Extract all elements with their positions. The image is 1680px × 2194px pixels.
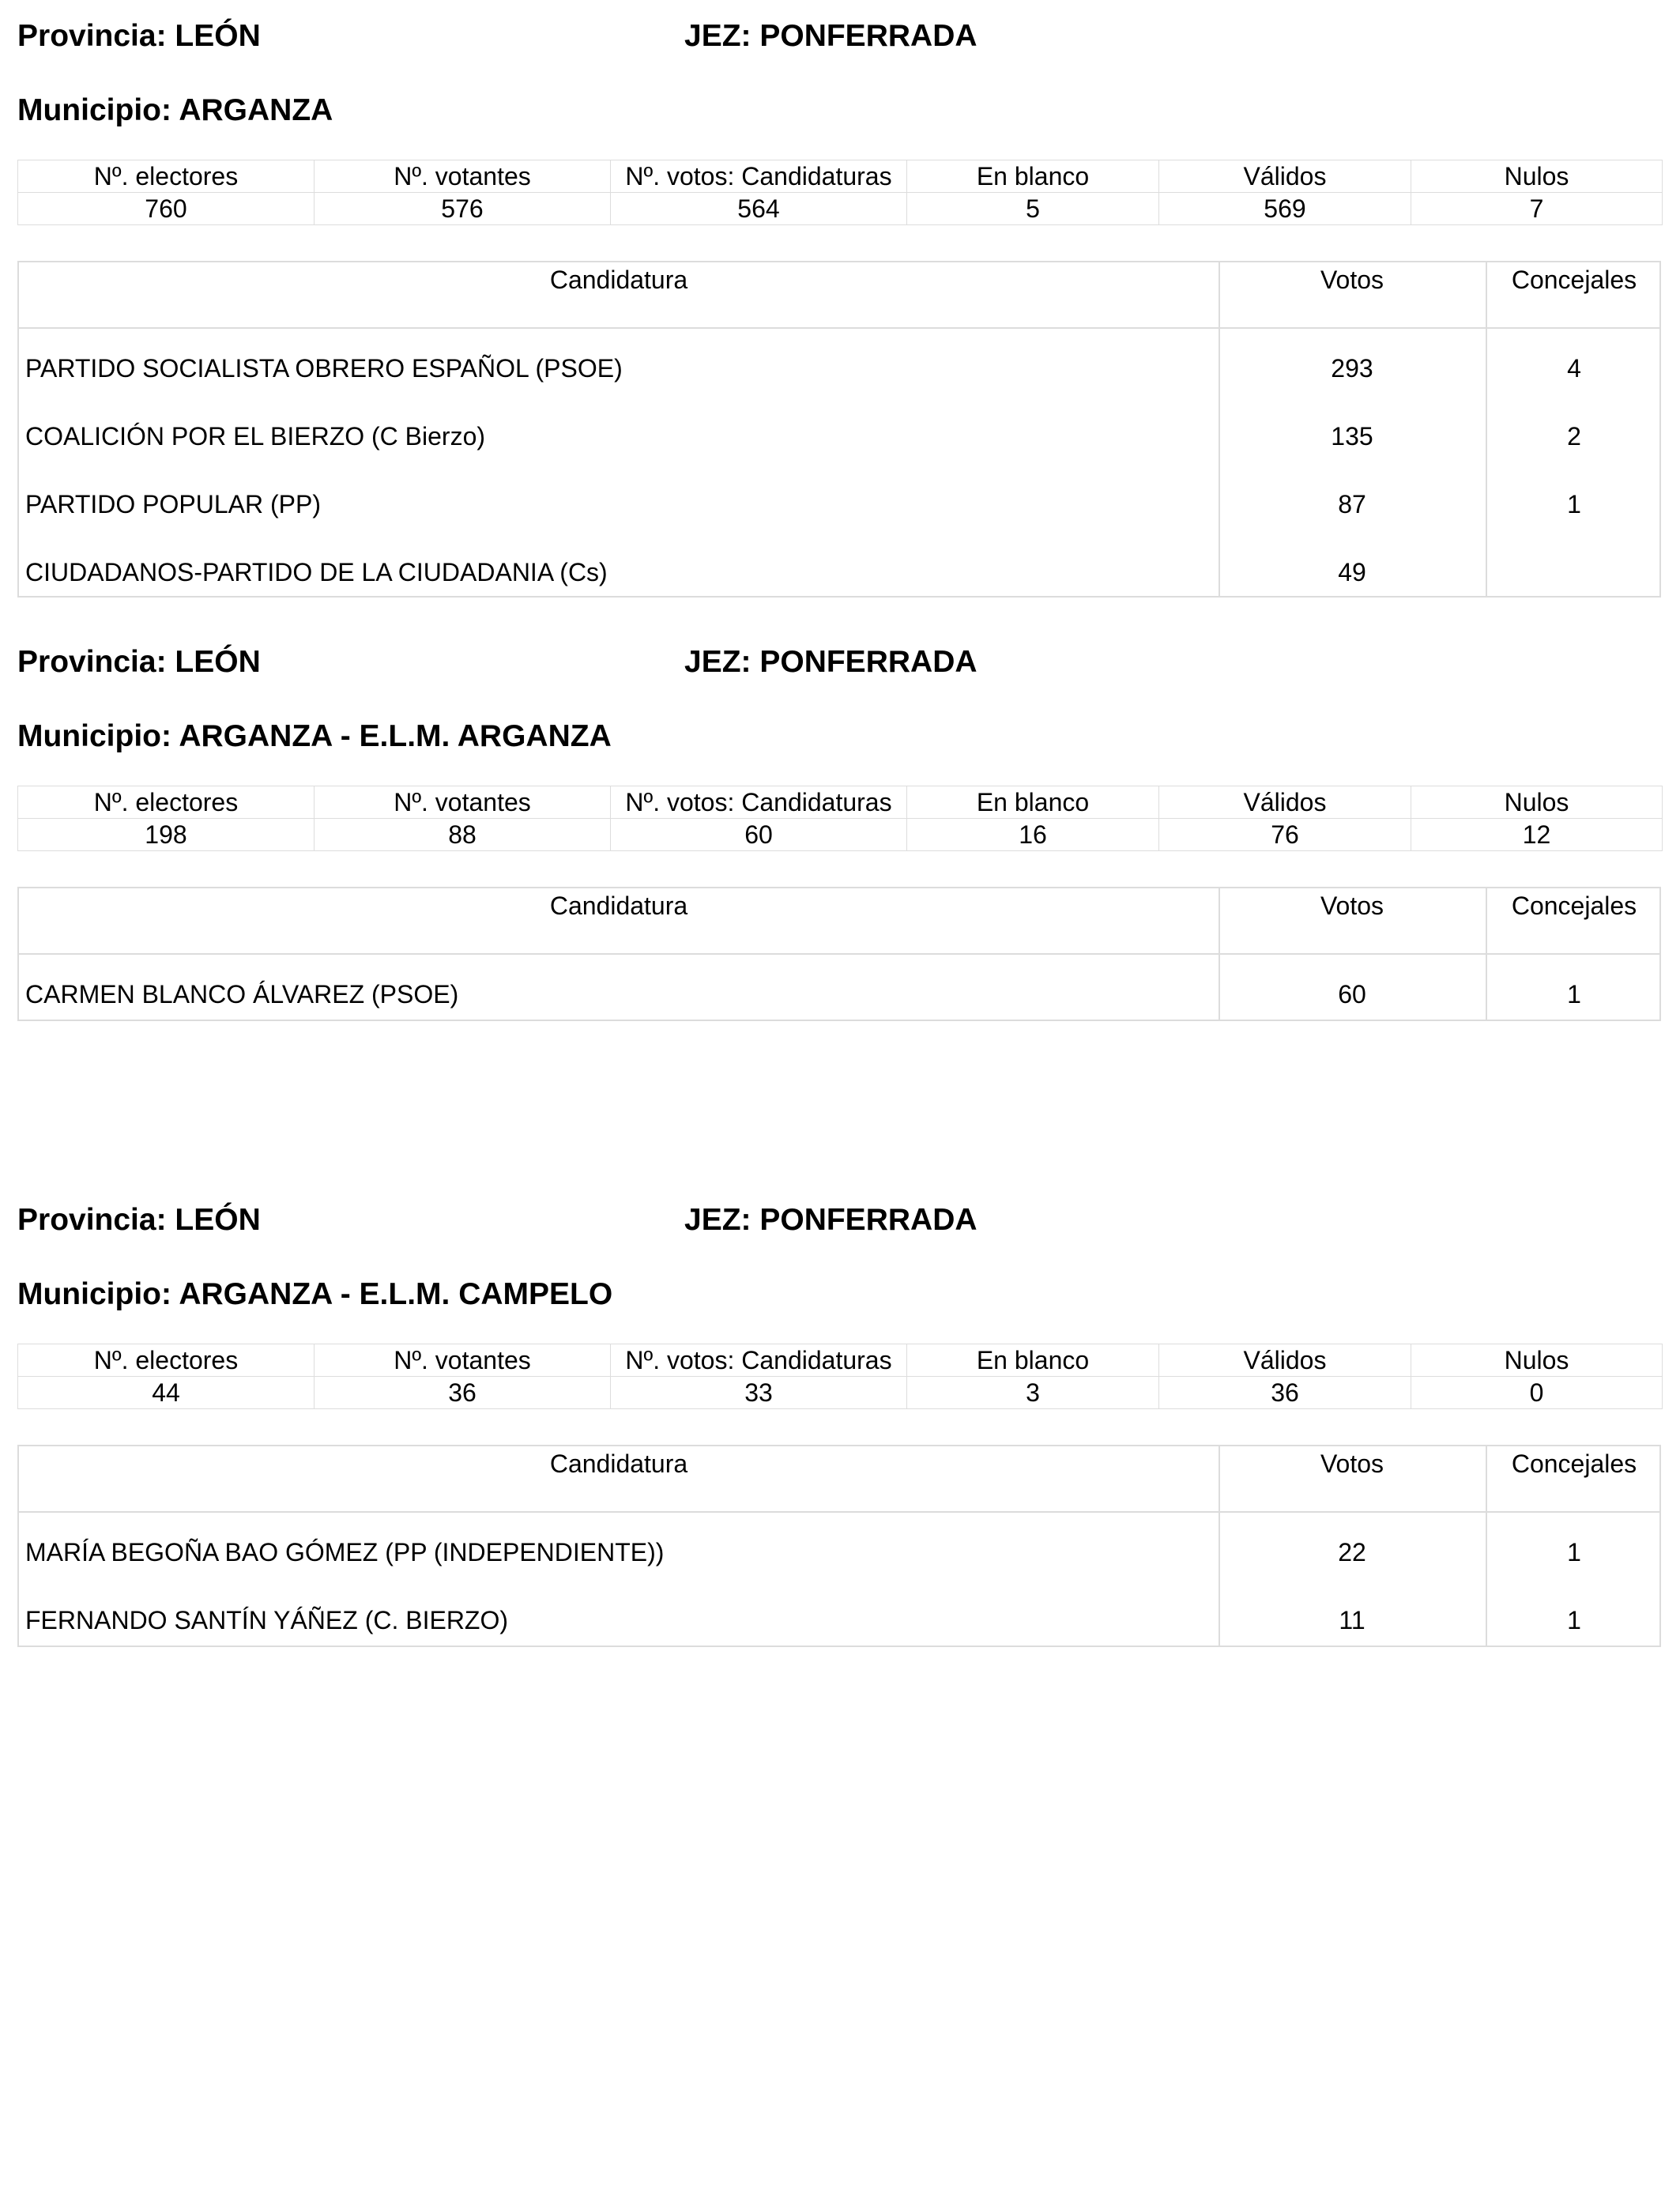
- candidatura-row: [19, 465, 1659, 533]
- stats-header-votantes: Nº. votantes: [315, 786, 611, 819]
- stats-header-validos: Válidos: [1159, 160, 1411, 193]
- municipio-label: Municipio: ARGANZA - E.L.M. ARGANZA: [17, 719, 612, 753]
- header-concejales: Concejales: [1511, 1449, 1637, 1478]
- municipio-label: Municipio: ARGANZA: [17, 93, 333, 127]
- candidaturas-header-row: [19, 262, 1659, 329]
- stats-header-row: [18, 160, 1663, 193]
- stats-value-validos: 569: [1159, 193, 1411, 225]
- stats-table: [17, 786, 1663, 851]
- candidatura-votos: 11: [1339, 1606, 1365, 1634]
- candidatura-concejales: 4: [1567, 354, 1581, 383]
- candidatura-row: [19, 955, 1659, 1023]
- candidatura-name: CIUDADANOS-PARTIDO DE LA CIUDADANIA (Cs): [25, 558, 608, 586]
- stats-value-votos-candidaturas: 33: [611, 1377, 907, 1409]
- stats-header-electores: Nº. electores: [18, 1344, 315, 1377]
- candidatura-concejales: 1: [1567, 980, 1581, 1008]
- candidatura-row: [19, 533, 1659, 601]
- candidaturas-table: [17, 261, 1661, 598]
- stats-value-electores: 198: [18, 819, 315, 851]
- stats-header-electores: Nº. electores: [18, 786, 315, 819]
- stats-header-votos-candidaturas: Nº. votos: Candidaturas: [611, 1344, 907, 1377]
- municipio-section-elm-campelo: [17, 1204, 1663, 1655]
- stats-header-votantes: Nº. votantes: [315, 1344, 611, 1377]
- stats-value-nulos: 7: [1411, 193, 1663, 225]
- candidatura-name: COALICIÓN POR EL BIERZO (C Bierzo): [25, 422, 486, 450]
- stats-value-votantes: 88: [315, 819, 611, 851]
- candidatura-concejales: 1: [1567, 1606, 1581, 1634]
- stats-table: [17, 1344, 1663, 1409]
- candidatura-row: [19, 329, 1659, 397]
- stats-value-votos-candidaturas: 564: [611, 193, 907, 225]
- candidatura-votos: 60: [1338, 980, 1366, 1008]
- header-concejales: Concejales: [1511, 892, 1637, 920]
- stats-header-row: [18, 1344, 1663, 1377]
- candidatura-votos: 49: [1338, 558, 1366, 586]
- candidatura-name: MARÍA BEGOÑA BAO GÓMEZ (PP (INDEPENDIENTE)): [25, 1538, 665, 1566]
- header-votos: Votos: [1320, 892, 1384, 920]
- stats-value-votantes: 576: [315, 193, 611, 225]
- candidatura-concejales: 1: [1567, 490, 1581, 518]
- stats-value-votantes: 36: [315, 1377, 611, 1409]
- jez-label: JEZ: PONFERRADA: [684, 1203, 977, 1237]
- stats-header-validos: Válidos: [1159, 786, 1411, 819]
- municipio-label: Municipio: ARGANZA - E.L.M. CAMPELO: [17, 1277, 613, 1311]
- candidatura-votos: 87: [1338, 490, 1366, 518]
- header-candidatura: Candidatura: [549, 892, 688, 920]
- candidatura-concejales: 1: [1567, 1538, 1581, 1566]
- stats-header-votos-candidaturas: Nº. votos: Candidaturas: [611, 786, 907, 819]
- provincia-label: Provincia: LEÓN: [17, 1203, 261, 1237]
- stats-value-row: [18, 819, 1663, 851]
- candidatura-concejales: 2: [1567, 422, 1581, 450]
- header-concejales: Concejales: [1511, 266, 1637, 294]
- candidatura-votos: 293: [1331, 354, 1373, 383]
- stats-value-nulos: 0: [1411, 1377, 1663, 1409]
- provincia-label: Provincia: LEÓN: [17, 645, 261, 679]
- provincia-label: Provincia: LEÓN: [17, 19, 261, 53]
- candidatura-name: CARMEN BLANCO ÁLVAREZ (PSOE): [25, 980, 459, 1008]
- stats-header-validos: Válidos: [1159, 1344, 1411, 1377]
- stats-table: [17, 160, 1663, 225]
- candidatura-row: [19, 397, 1659, 465]
- stats-header-electores: Nº. electores: [18, 160, 315, 193]
- candidatura-votos: 135: [1331, 422, 1373, 450]
- header-candidatura: Candidatura: [549, 1449, 688, 1478]
- candidatura-votos: 22: [1338, 1538, 1366, 1566]
- stats-header-nulos: Nulos: [1411, 160, 1663, 193]
- stats-header-votantes: Nº. votantes: [315, 160, 611, 193]
- candidatura-name: PARTIDO SOCIALISTA OBRERO ESPAÑOL (PSOE): [25, 354, 623, 383]
- stats-value-en-blanco: 3: [907, 1377, 1159, 1409]
- candidatura-row: [19, 1581, 1659, 1649]
- candidatura-name: PARTIDO POPULAR (PP): [25, 490, 321, 518]
- stats-value-electores: 760: [18, 193, 315, 225]
- stats-header-votos-candidaturas: Nº. votos: Candidaturas: [611, 160, 907, 193]
- jez-label: JEZ: PONFERRADA: [684, 645, 977, 679]
- stats-header-nulos: Nulos: [1411, 786, 1663, 819]
- stats-value-validos: 36: [1159, 1377, 1411, 1409]
- candidatura-row: [19, 1513, 1659, 1581]
- stats-header-en-blanco: En blanco: [907, 160, 1159, 193]
- stats-header-nulos: Nulos: [1411, 1344, 1663, 1377]
- candidaturas-table: [17, 887, 1661, 1021]
- jez-label: JEZ: PONFERRADA: [684, 19, 977, 53]
- stats-value-row: [18, 1377, 1663, 1409]
- header-votos: Votos: [1320, 1449, 1384, 1478]
- candidaturas-table: [17, 1445, 1661, 1647]
- header-votos: Votos: [1320, 266, 1384, 294]
- municipio-section-elm-arganza: [17, 647, 1663, 1026]
- stats-value-en-blanco: 5: [907, 193, 1159, 225]
- stats-header-row: [18, 786, 1663, 819]
- stats-value-en-blanco: 16: [907, 819, 1159, 851]
- municipio-section-arganza: [17, 21, 1663, 605]
- stats-header-en-blanco: En blanco: [907, 786, 1159, 819]
- candidatura-name: FERNANDO SANTÍN YÁÑEZ (C. BIERZO): [25, 1606, 509, 1634]
- stats-value-validos: 76: [1159, 819, 1411, 851]
- stats-value-nulos: 12: [1411, 819, 1663, 851]
- stats-value-electores: 44: [18, 1377, 315, 1409]
- candidaturas-header-row: [19, 888, 1659, 955]
- stats-header-en-blanco: En blanco: [907, 1344, 1159, 1377]
- stats-value-votos-candidaturas: 60: [611, 819, 907, 851]
- stats-value-row: [18, 193, 1663, 225]
- candidaturas-header-row: [19, 1446, 1659, 1513]
- header-candidatura: Candidatura: [549, 266, 688, 294]
